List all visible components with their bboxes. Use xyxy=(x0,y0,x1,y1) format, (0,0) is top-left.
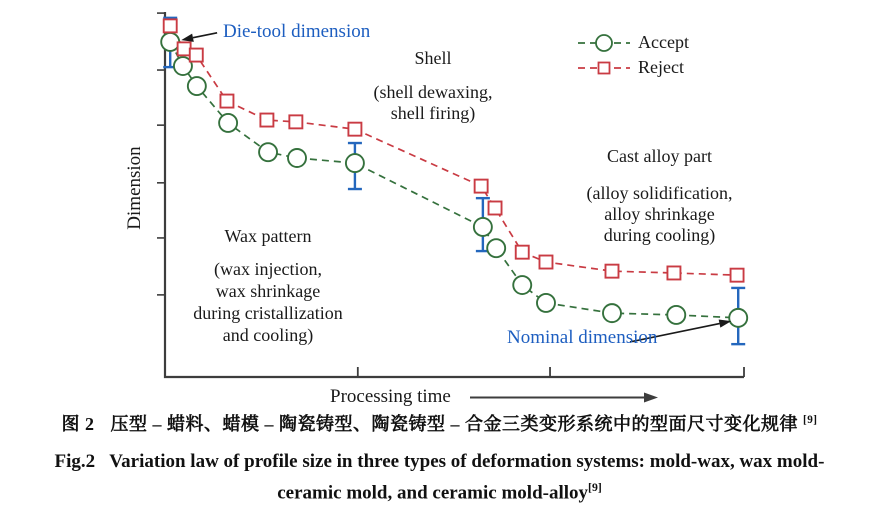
cast-title: Cast alloy part xyxy=(607,146,712,166)
die-tool-arrow xyxy=(193,33,217,38)
accept-point-marker xyxy=(537,294,555,312)
legend xyxy=(577,30,689,80)
y-axis-label: Dimension xyxy=(124,146,145,230)
accept-point-marker xyxy=(487,239,505,257)
legend-item-accept xyxy=(577,30,689,55)
caption-chinese xyxy=(0,410,879,436)
caption-en-number: Fig.2 xyxy=(54,451,96,472)
caption-english-line1 xyxy=(0,451,879,473)
reject-point-marker xyxy=(516,246,529,259)
reject-line-square-icon xyxy=(577,58,631,78)
wax-detail-line: and cooling) xyxy=(222,325,314,345)
reject-point-marker xyxy=(605,265,618,278)
wax-pattern-stage-annotation xyxy=(153,225,383,346)
caption-zh-text: 压型 – 蜡料、蜡模 – 陶瓷铸型、陶瓷铸型 – 合金三类变形系统中的型面尺寸变化规律 xyxy=(110,414,798,434)
cast-detail-line: during cooling) xyxy=(603,225,716,245)
caption-en-text2: ceramic mold, and ceramic mold-alloy xyxy=(277,482,589,504)
reject-point-marker xyxy=(260,114,273,127)
die-tool-arrow-head xyxy=(181,34,194,42)
accept-point-marker xyxy=(288,149,306,167)
wax-detail-line: during cristallization xyxy=(193,303,343,323)
reject-point-marker xyxy=(289,115,302,128)
reject-point-marker xyxy=(667,266,680,279)
wax-detail-line: wax shrinkage xyxy=(215,281,321,301)
accept-line-circle-icon xyxy=(577,33,631,53)
die-tool-dimension-annotation: Die-tool dimension xyxy=(223,21,371,42)
reject-point-marker xyxy=(489,202,502,215)
accept-point-marker xyxy=(219,114,237,132)
wax-title: Wax pattern xyxy=(224,226,312,246)
accept-point-marker xyxy=(188,77,206,95)
caption-en-reference: [9] xyxy=(588,481,602,494)
legend-label-accept: Accept xyxy=(638,32,689,52)
caption-zh-number: 图 2 xyxy=(61,414,95,434)
caption-zh-reference: [9] xyxy=(802,414,818,426)
cast-detail-line: (alloy solidification, xyxy=(586,183,733,203)
accept-point-marker xyxy=(513,276,531,294)
caption-en-text1: Variation law of profile size in three types of deformation systems: mold-wax, wax mold- xyxy=(109,451,825,472)
reject-point-marker xyxy=(220,95,233,108)
nominal-dimension-annotation: Nominal dimension xyxy=(507,327,658,348)
x-axis-label: Processing time xyxy=(330,386,451,407)
reject-point-marker xyxy=(731,269,744,282)
reject-point-marker xyxy=(539,256,552,269)
accept-point-marker xyxy=(603,304,621,322)
cast-detail-line: alloy shrinkage xyxy=(604,204,715,224)
shell-stage-annotation xyxy=(333,47,533,124)
shell-title: Shell xyxy=(414,48,452,68)
legend-label-reject: Reject xyxy=(638,57,684,77)
x-axis-direction-arrow-head xyxy=(644,393,658,403)
reject-point-marker xyxy=(178,42,191,55)
accept-point-marker xyxy=(474,218,492,236)
shell-detail-line: (shell dewaxing, xyxy=(373,82,493,102)
shell-detail-line: shell firing) xyxy=(390,103,476,123)
accept-point-marker xyxy=(161,33,179,51)
legend-item-reject xyxy=(577,55,689,80)
accept-point-marker xyxy=(729,309,747,327)
reject-point-marker xyxy=(348,123,361,136)
accept-point-marker xyxy=(259,143,277,161)
reject-point-marker xyxy=(164,19,177,32)
caption-english-line2 xyxy=(0,481,879,504)
accept-point-marker xyxy=(346,154,364,172)
reject-point-marker xyxy=(190,49,203,62)
wax-detail-line: (wax injection, xyxy=(214,259,322,279)
reject-point-marker xyxy=(475,180,488,193)
cast-alloy-stage-annotation xyxy=(537,145,782,246)
accept-point-marker xyxy=(667,306,685,324)
